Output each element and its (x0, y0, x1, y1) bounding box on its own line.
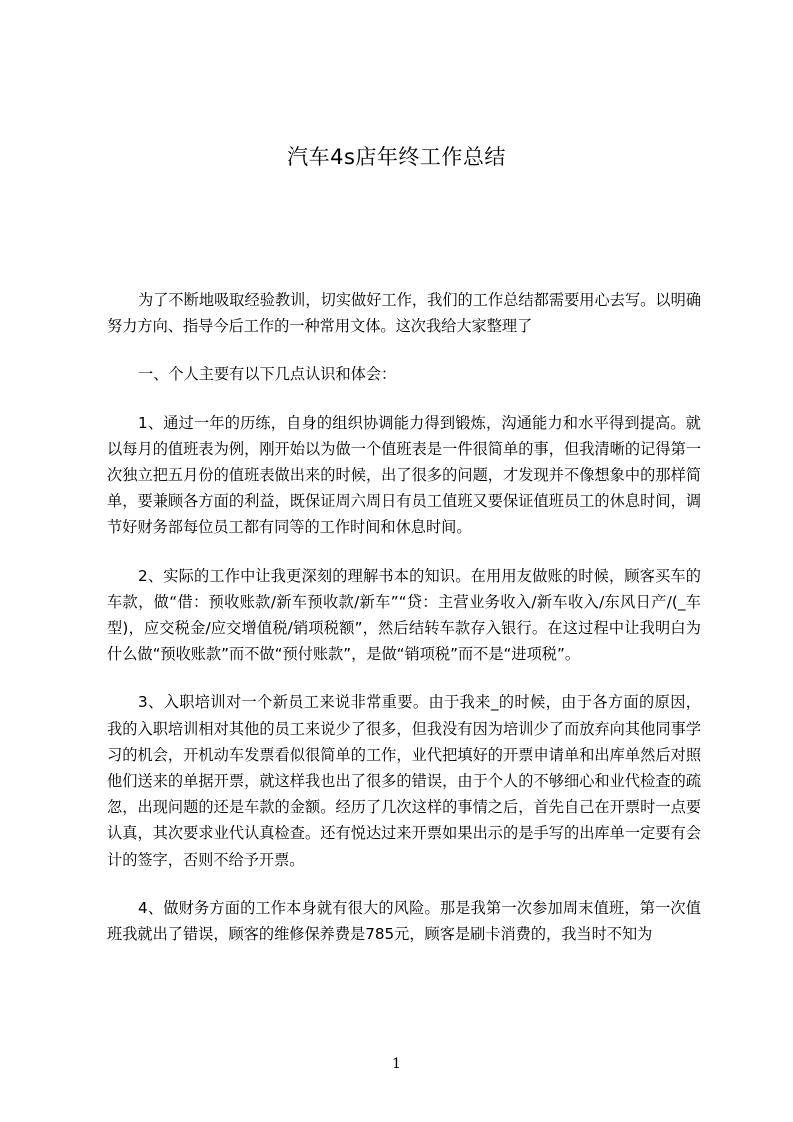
page-number: 1 (392, 1056, 401, 1072)
document-body (107, 287, 701, 947)
point-1-paragraph: 1、通过一年的历练，自身的组织协调能力得到锻炼，沟通能力和水平得到提高。就以每月的值班表为例，刚开始以为做一个值班表是一件很简单的事，但我清晰的记得第一次独立把五月份的值班表做出来的时候，出了很多的问题，才发现并不像想象中的那样简单，要兼顾各方面的利益，既保证周六周日有员工值班又要保证值班员工的休息时间，调节好财务部每位员工都有同等的工作时间和休息时间。 (107, 413, 701, 537)
section-heading: 一、个人主要有以下几点认识和体会： (138, 365, 397, 384)
intro-paragraph: 为了不断地吸取经验教训，切实做好工作，我们的工作总结都需要用心去写。以明确努力方向、指导今后工作的一种常用文体。这次我给大家整理了 (107, 291, 701, 336)
point-4-paragraph: 4、做财务方面的工作本身就有很大的风险。那是我第一次参加周末值班，第一次值班我就出了错误，顾客的维修保养费是785元，顾客是刷卡消费的，我当时不知为 (107, 898, 701, 944)
document-title: 汽车4s店年终工作总结 (287, 145, 506, 169)
point-3-paragraph: 3、入职培训对一个新员工来说非常重要。由于我来_的时候，由于各方面的原因，我的入职培训相对其他的员工来说少了很多，但我没有因为培训少了而放弃向其他同事学习的机会，开机动车发票看似很简单的工作，业代把填好的开票申请单和出库单然后对照他们送来的单据开票，就这样我也出了很多的错误，由于个人的不够细心和业代检查的疏忽，出现问题的还是车款的金额。经历了几次这样的事情之后，首先自己在开票时一点要认真，其次要求业代认真检查。还有悦达过来开票如果出示的是手写的出库单一定要有会计的签字，否则不给予开票。 (107, 693, 701, 869)
point-2-paragraph: 2、实际的工作中让我更深刻的理解书本的知识。在用用友做账的时候，顾客买车的车款，做“借：预收账款/新车预收款/新车”“贷：主营业务收入/新车收入/东风日产/(_车型)，应交税金/应交增值税/销项税额”，然后结转车款存入银行。在这过程中让我明白为什么做“预收账款”而不做“预付账款”，是做“销项税”而不是“进项税”。 (107, 566, 701, 664)
